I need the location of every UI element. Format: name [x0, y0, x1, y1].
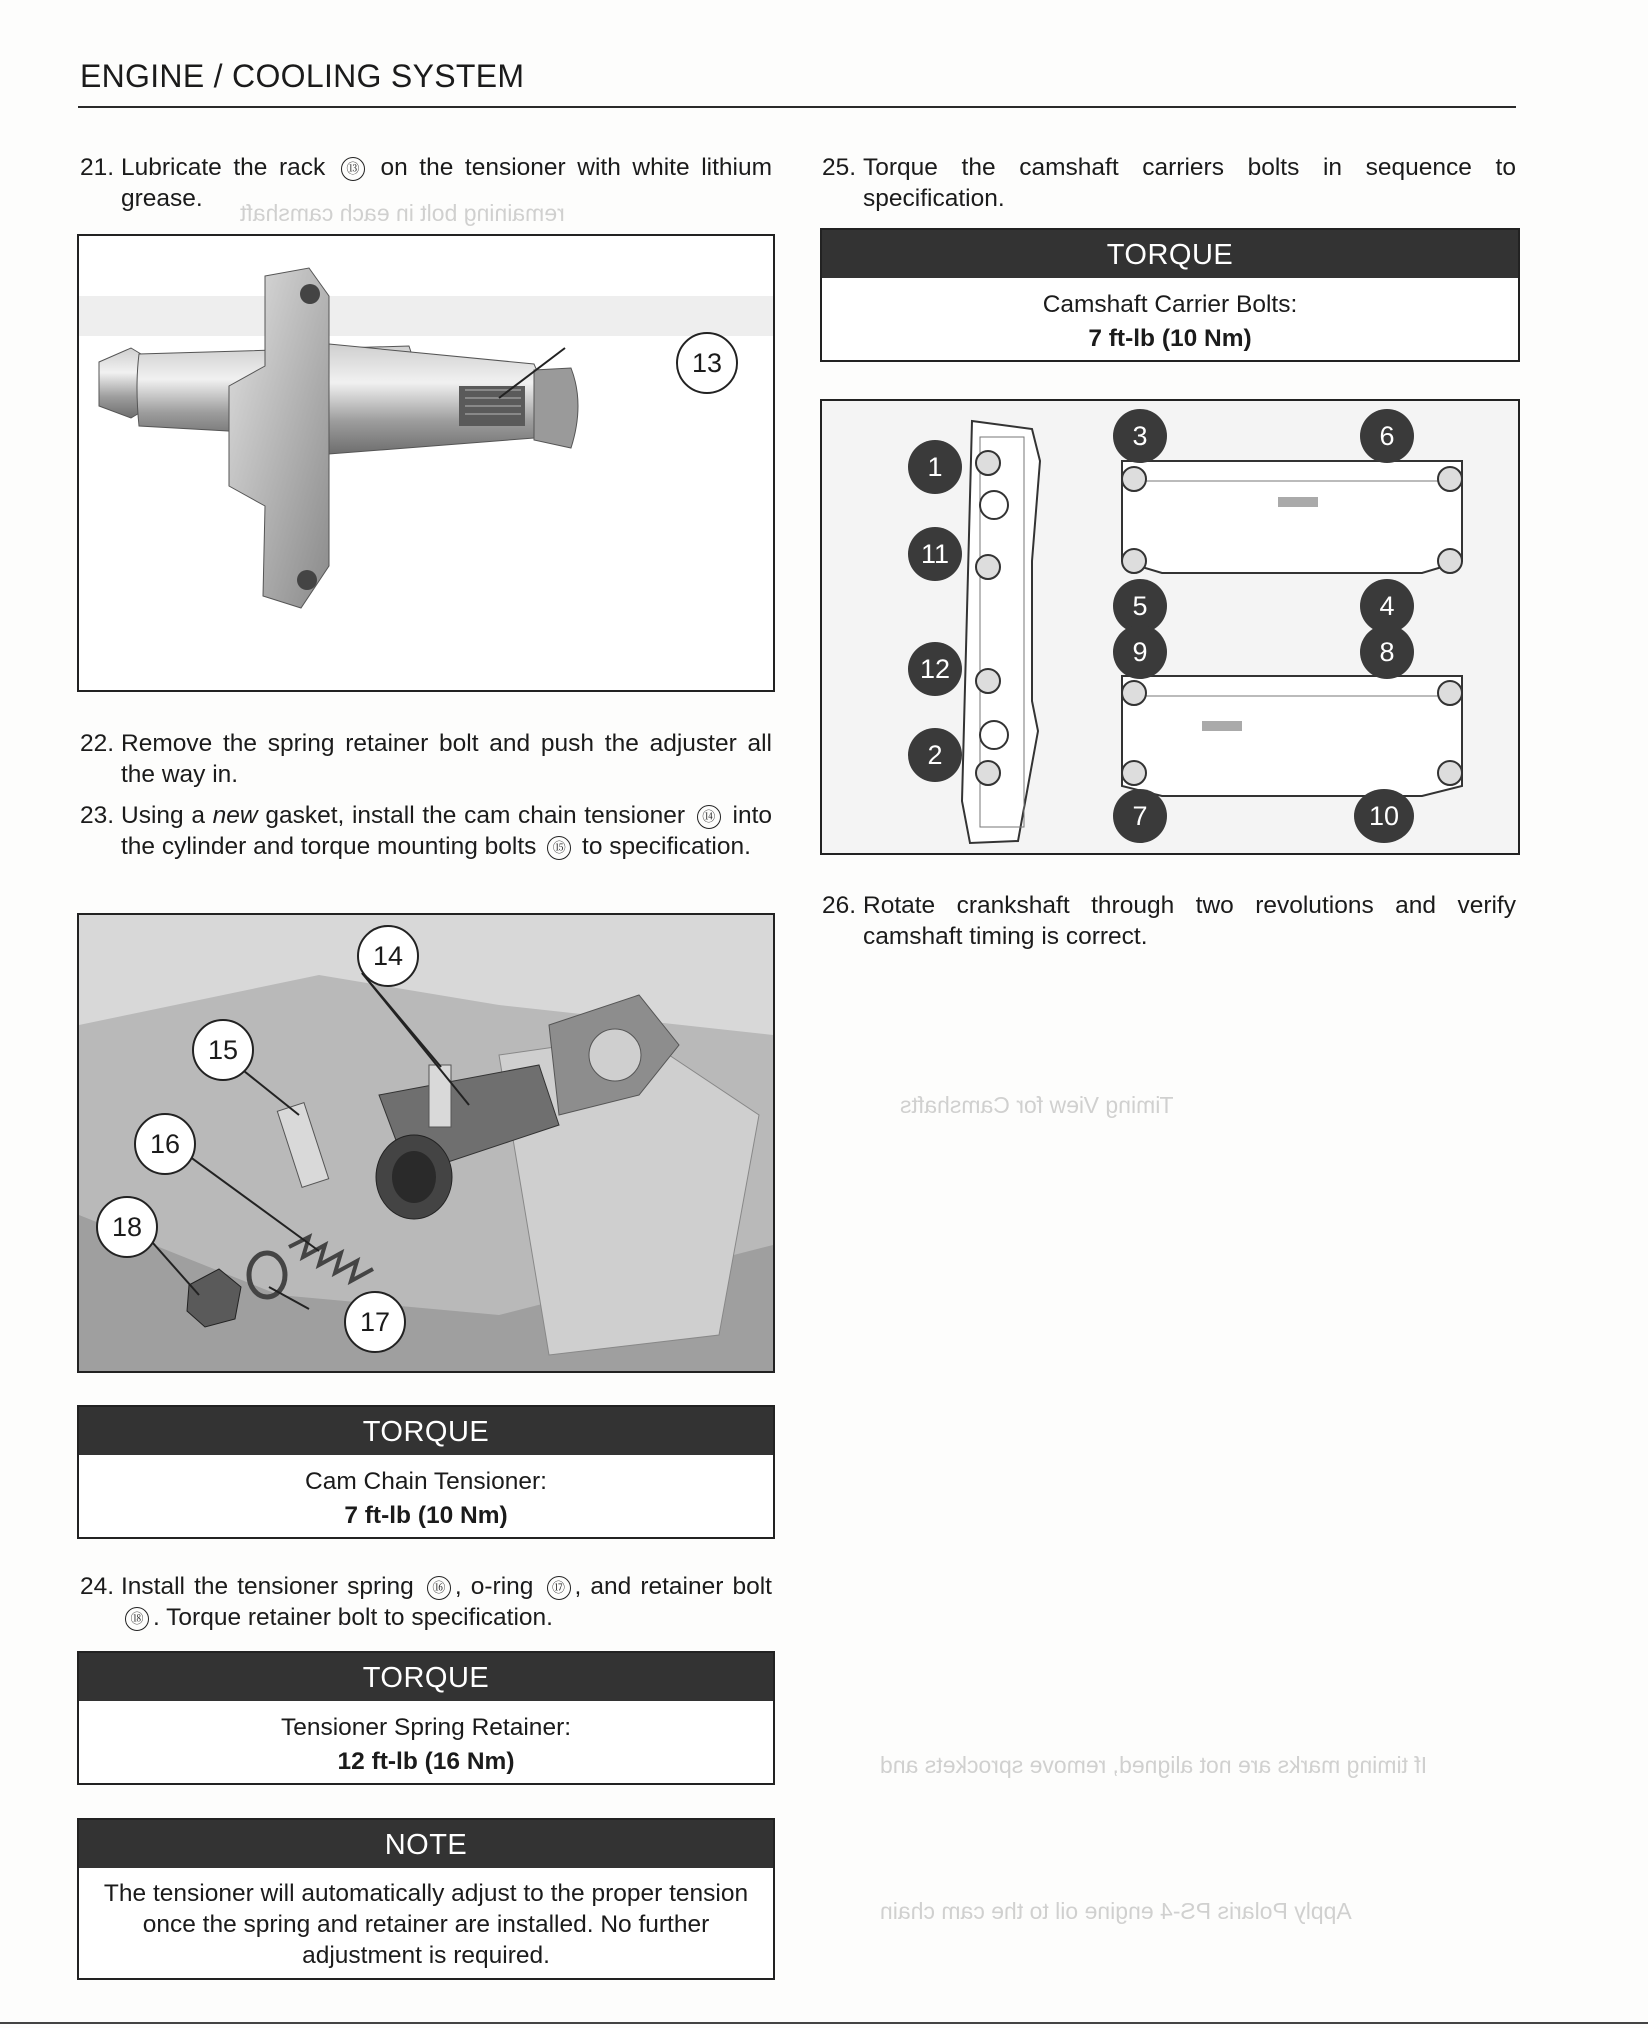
torque-box-cam-chain-tensioner: [77, 1405, 775, 1539]
callout-14: 14: [357, 925, 419, 987]
bolt-sequence-8: 8: [1360, 625, 1414, 679]
figure-camshaft-carrier-sequence: [820, 399, 1520, 855]
step-26: 26. Rotate crankshaft through two revolutions and verify camshaft timing is correct.: [822, 892, 1516, 950]
step-24: 24. Install the tensioner spring ⑯ , o-ring ⑰ , and retainer bolt ⑱ . Torque retainer bolt to specification.: [80, 1573, 772, 1631]
bolt-sequence-4: 4: [1360, 579, 1414, 633]
torque-label: Tensioner Spring Retainer:: [280, 1714, 572, 1741]
callout-17: 17: [344, 1291, 406, 1353]
ref-16: ⑯: [427, 1576, 451, 1600]
torque-label: Cam Chain Tensioner:: [305, 1468, 547, 1495]
bolt-sequence-10: 10: [1354, 789, 1414, 843]
bolt-sequence-1: 1: [908, 440, 962, 494]
figure-tensioner-install: [77, 913, 775, 1373]
callout-16: 16: [134, 1113, 196, 1175]
bolt-sequence-6: 6: [1360, 409, 1414, 463]
torque-value: 12 ft-lb (16 Nm): [337, 1748, 515, 1775]
torque-label: Camshaft Carrier Bolts:: [1042, 291, 1298, 318]
bolt-sequence-12: 12: [908, 642, 962, 696]
bolt-sequence-3: 3: [1113, 409, 1167, 463]
torque-box-camshaft-carrier-bolts: [820, 228, 1520, 362]
bolt-sequence-11: 11: [908, 527, 962, 581]
torque-value: 7 ft-lb (10 Nm): [1088, 325, 1252, 352]
ref-15: ⑮: [547, 836, 571, 860]
callout-18: 18: [96, 1196, 158, 1258]
bolt-sequence-5: 5: [1113, 579, 1167, 633]
bottom-rule: [0, 2022, 1648, 2024]
note-text: The tensioner will automatically adjust to the proper tension once the spring and retainer are installed. No further adjustment is required.: [103, 1880, 749, 1969]
ref-13: ⑬: [341, 157, 365, 181]
callout-15: 15: [192, 1019, 254, 1081]
torque-header: TORQUE: [79, 1407, 773, 1455]
note-box: [77, 1818, 775, 1980]
figure-tensioner: [77, 234, 775, 692]
page-title: ENGINE / COOLING SYSTEM: [80, 58, 525, 94]
ref-18: ⑱: [125, 1607, 149, 1631]
ref-17: ⑰: [547, 1576, 571, 1600]
callout-13: 13: [676, 332, 738, 394]
step-23: 23. Using a new gasket, install the cam chain tensioner ⑭ into the cylinder and torque mounting bolts ⑮ to specification.: [80, 802, 773, 860]
note-header: NOTE: [79, 1820, 773, 1868]
bolt-sequence-7: 7: [1113, 789, 1167, 843]
torque-value: 7 ft-lb (10 Nm): [344, 1502, 508, 1529]
step-22: 22. Remove the spring retainer bolt and push the adjuster all the way in.: [80, 730, 772, 788]
ref-14: ⑭: [697, 805, 721, 829]
torque-header: TORQUE: [79, 1653, 773, 1701]
torque-header: TORQUE: [822, 230, 1518, 278]
step-25: 25. Torque the camshaft carriers bolts in sequence to specification.: [822, 154, 1516, 212]
step-21: 21. Lubricate the rack ⑬ on the tensioner with white lithium grease.: [80, 154, 772, 212]
torque-box-tensioner-spring-retainer: [77, 1651, 775, 1785]
bolt-sequence-2: 2: [908, 728, 962, 782]
bolt-sequence-9: 9: [1113, 625, 1167, 679]
header-rule: [78, 106, 1516, 108]
